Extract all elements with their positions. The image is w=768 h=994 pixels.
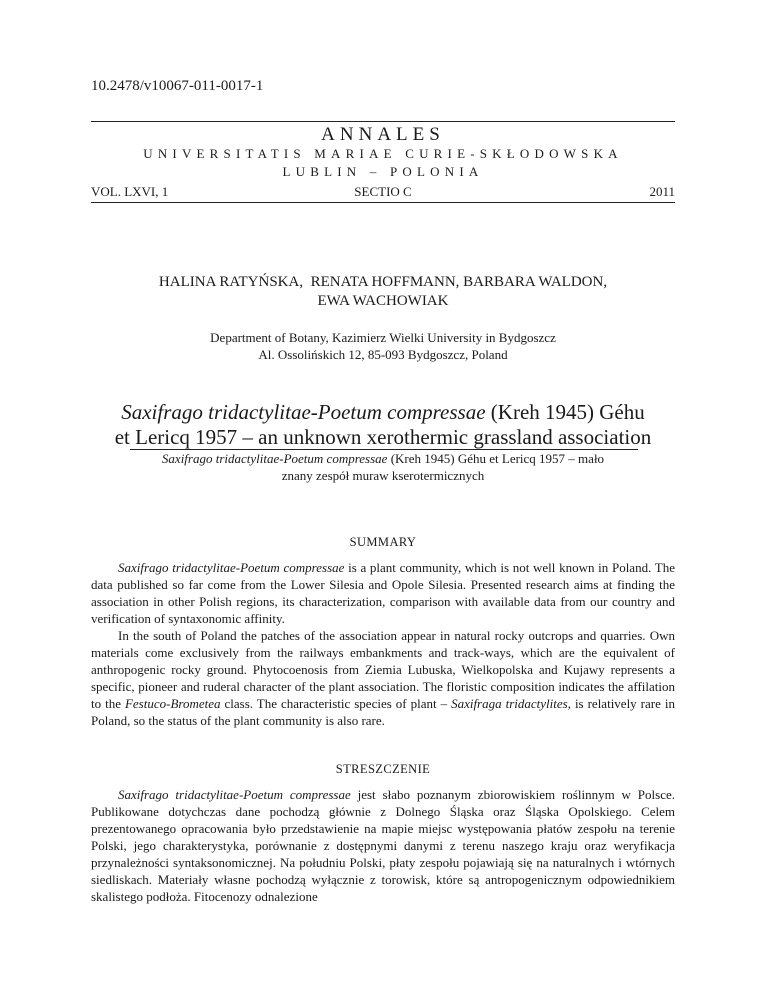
authors-line-2: EWA WACHOWIAK [317,293,449,309]
subtitle-line-2: znany zespół muraw kserotermicznych [281,468,485,483]
authors-line-1: HALINA RATYŃSKA, RENATA HOFFMANN, BARBARA WALDON, [158,274,608,290]
summary-p2-text-b: class. The characteristic species of plant – [220,696,452,711]
summary-p2-italic-2: Saxifraga tridactylites [451,696,568,711]
title-italic: Saxifrago tridactylitae-Poetum compressae [121,400,486,424]
summary-p2-italic-1: Festuco-Brometea [124,696,221,711]
summary-paragraph-2 [91,627,675,729]
header-rule-top [91,121,675,122]
subtitle-rest-line-1: (Kreh 1945) Géhu et Lericq 1957 – mało [387,451,605,466]
affiliation-line-2: Al. Ossolińskich 12, 85-093 Bydgoszcz, Poland [258,347,508,362]
doi: 10.2478/v10067-011-0017-1 [91,78,264,94]
summary-p1-text: is a plant community, which is not well known in Poland. The data published so far come from the Lower Silesia and Opole Silesia. Presented research aims at finding the association in other Polish regions, its characterization, comparison with available data from our country and verification of syntaxonomic affinity. [91,560,675,626]
streszczenie-body [91,786,675,905]
summary-p2-text-c: , is relatively rare in Poland, so the status of the plant community is also rare. [91,696,675,728]
subtitle-italic: Saxifrago tridactylitae-Poetum compressae [161,451,388,466]
streszczenie-p1-italic: Saxifrago tridactylitae-Poetum compressae [118,787,351,802]
summary-p1-italic: Saxifrago tridactylitae-Poetum compressae [118,560,345,575]
paper-title [91,400,675,450]
journal-volume: VOL. LXVI, 1 [91,184,169,199]
paper-subtitle [91,450,675,484]
journal-title: ANNALES [321,124,445,145]
streszczenie-p1-text: jest słabo poznanym zbiorowiskiem roślinnym w Polsce. Publikowane dotychczas dane pochodzą głównie z Dolnego Śląska oraz Śląska Opolskiego. Celem prezentowanego opracowania było przedstawienie na mapie miejsc występowania płatów zespołu na terenie Polski, jego charakterystyka, porównanie z dostępnymi danymi z terenu naszego kraju oraz weryfikacja przynależności syntaksonomicznej. Na południu Polski, płaty zespołu pojawiają się na naturalnych i wtórnych siedliskach. Materiały własne pochodzą wyłącznie z torowisk, które są antropogenicznym odpowiednikiem skalistego podłoża. Fitocenozy odnalezione [91,787,675,904]
journal-university: UNIVERSITATIS MARIAE CURIE-SKŁODOWSKA [143,146,623,161]
title-line-2: et Lericq 1957 – an unknown xerothermic grassland association [114,425,652,449]
journal-year: 2011 [649,184,675,199]
journal-section: SECTIO C [354,184,412,199]
summary-heading: SUMMARY [349,535,417,549]
summary-body [91,559,675,729]
summary-paragraph-1 [91,559,675,627]
summary-p2-text-a: In the south of Poland the patches of the association appear in natural rocky outcrops and quarries. Own materials come exclusively from the railways embankments and track-ways, which are the equivalent of anthropogenic rocky ground. Phytocoenosis from Ziemia Lubuska, Wielkopolska and Kujawy represents a specific, pioneer and ruderal character of the plant association. The floristic composition indicates the affilation to the [91,628,675,711]
title-rest-line-1: (Kreh 1945) Géhu [485,400,645,424]
streszczenie-paragraph-1 [91,786,675,905]
affiliation-line-1: Department of Botany, Kazimierz Wielki University in Bydgoszcz [210,330,556,345]
authors [91,273,675,311]
affiliation [91,329,675,363]
streszczenie-heading: STRESZCZENIE [335,762,431,776]
header-rule-bottom [91,202,675,203]
journal-location: LUBLIN – POLONIA [282,164,484,179]
